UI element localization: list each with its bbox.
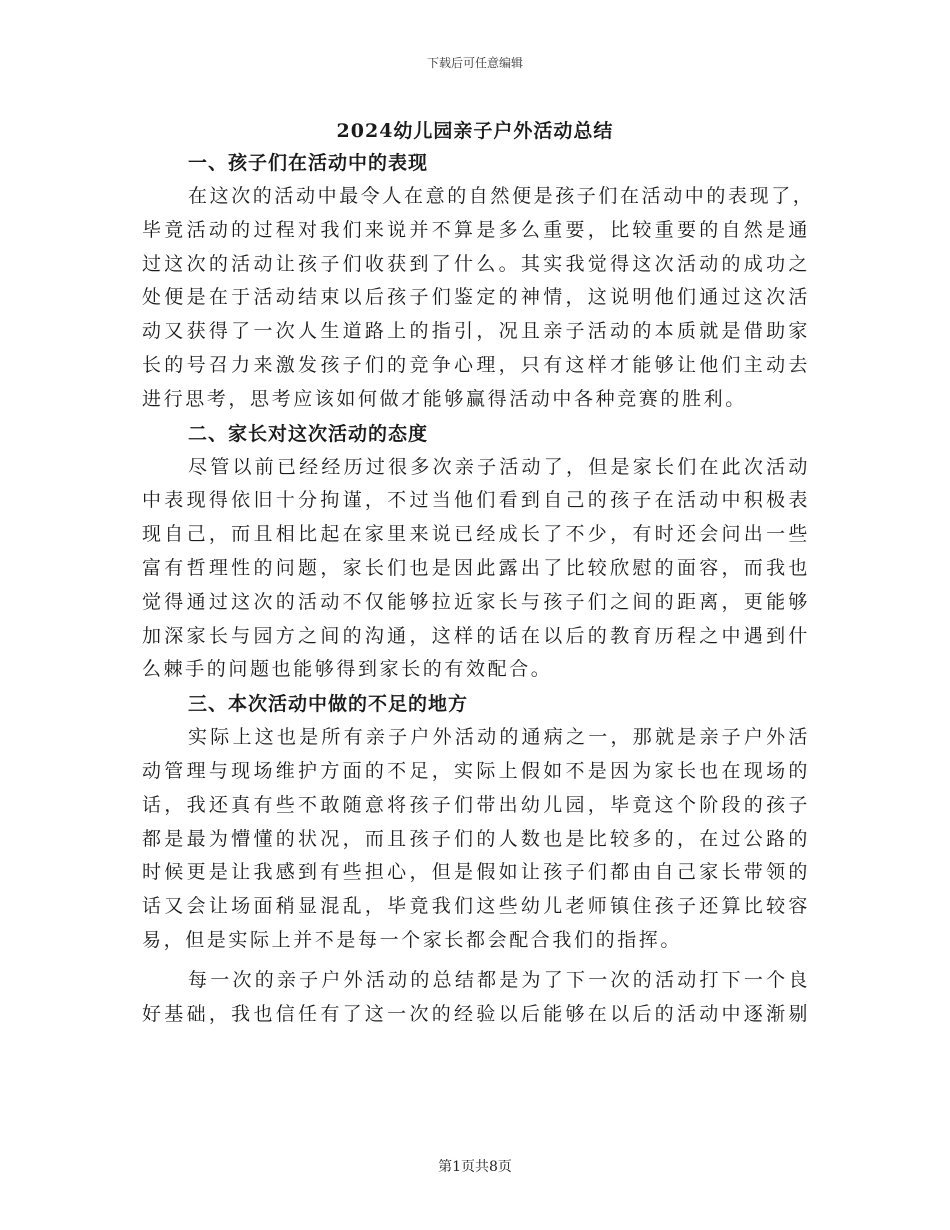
paragraph-line: 富有哲理性的问题，家长们也是因此露出了比较欣慰的面容，而我也 xyxy=(142,556,810,579)
paragraph-line: 毕竟活动的过程对我们来说并不算是多么重要，比较重要的自然是通 xyxy=(142,218,810,241)
paragraph-line: 都是最为懵懂的状况，而且孩子们的人数也是比较多的，在过公路的 xyxy=(142,827,810,850)
paragraph-line: 动管理与现场维护方面的不足，实际上假如不是因为家长也在现场的 xyxy=(142,759,810,782)
paragraph-line: 话，我还真有些不敢随意将孩子们带出幼儿园，毕竟这个阶段的孩子 xyxy=(142,793,810,816)
header-note: 下载后可任意编辑 xyxy=(426,56,523,70)
document-title: 2024幼儿园亲子户外活动总结 xyxy=(336,120,614,142)
paragraph-line: 尽管以前已经经历过很多次亲子活动了，但是家长们在此次活动 xyxy=(188,455,810,478)
paragraph-line: 在这次的活动中最令人在意的自然便是孩子们在活动中的表现了， xyxy=(188,185,815,207)
paragraph-line: 好基础，我也信任有了这一次的经验以后能够在以后的活动中逐渐剔 xyxy=(142,1002,810,1025)
paragraph-line: 加深家长与园方之间的沟通，这样的话在以后的教育历程之中遇到什 xyxy=(142,624,810,647)
paragraph-line: 长的号召力来激发孩子们的竞争心理，只有这样才能够让他们主动去 xyxy=(142,353,810,376)
paragraph-line: 实际上这也是所有亲子户外活动的通病之一，那就是亲子户外活 xyxy=(188,726,810,749)
paragraph-line: 觉得通过这次的活动不仅能够拉近家长与孩子们之间的距离，更能够 xyxy=(142,590,810,613)
section-heading: 二、家长对这次活动的态度 xyxy=(188,422,429,445)
paragraph-line: 么棘手的问题也能够得到家长的有效配合。 xyxy=(142,658,553,681)
section-2 xyxy=(142,417,810,688)
paragraph xyxy=(142,180,815,417)
section-1 xyxy=(142,146,815,417)
paragraph-line: 处便是在于活动结束以后孩子们鉴定的神情，这说明他们通过这次活 xyxy=(142,286,810,309)
paragraph xyxy=(142,721,810,958)
paragraph-line: 时候更是让我感到有些担心，但是假如让孩子们都由自己家长带领的 xyxy=(142,861,810,884)
paragraph-line: 进行思考，思考应该如何做才能够赢得活动中各种竞赛的胜利。 xyxy=(142,387,747,410)
paragraph xyxy=(142,451,810,688)
section-3 xyxy=(142,687,810,1031)
section-heading: 一、孩子们在活动中的表现 xyxy=(188,152,429,174)
paragraph-line: 动又获得了一次人生道路上的指引，况且亲子活动的本质就是借助家 xyxy=(142,320,810,343)
paragraph xyxy=(142,964,810,1032)
paragraph-line: 每一次的亲子户外活动的总结都是为了下一次的活动打下一个良 xyxy=(188,968,810,991)
paragraph-line: 过这次的活动让孩子们收获到了什么。其实我觉得这次活动的成功之 xyxy=(142,252,810,275)
section-heading: 三、本次活动中做的不足的地方 xyxy=(188,693,469,716)
paragraph-line: 易，但是实际上并不是每一个家长都会配合我们的指挥。 xyxy=(142,928,683,951)
paragraph-line: 话又会让场面稍显混乱，毕竟我们这些幼儿老师镇住孩子还算比较容 xyxy=(142,895,810,918)
page-footer: 第1页共8页 xyxy=(438,1159,512,1175)
paragraph-line: 现自己，而且相比起在家里来说已经成长了不少，有时还会问出一些 xyxy=(142,523,810,546)
paragraph-line: 中表现得依旧十分拘谨，不过当他们看到自己的孩子在活动中积极表 xyxy=(142,489,810,512)
document-body xyxy=(142,146,815,1031)
